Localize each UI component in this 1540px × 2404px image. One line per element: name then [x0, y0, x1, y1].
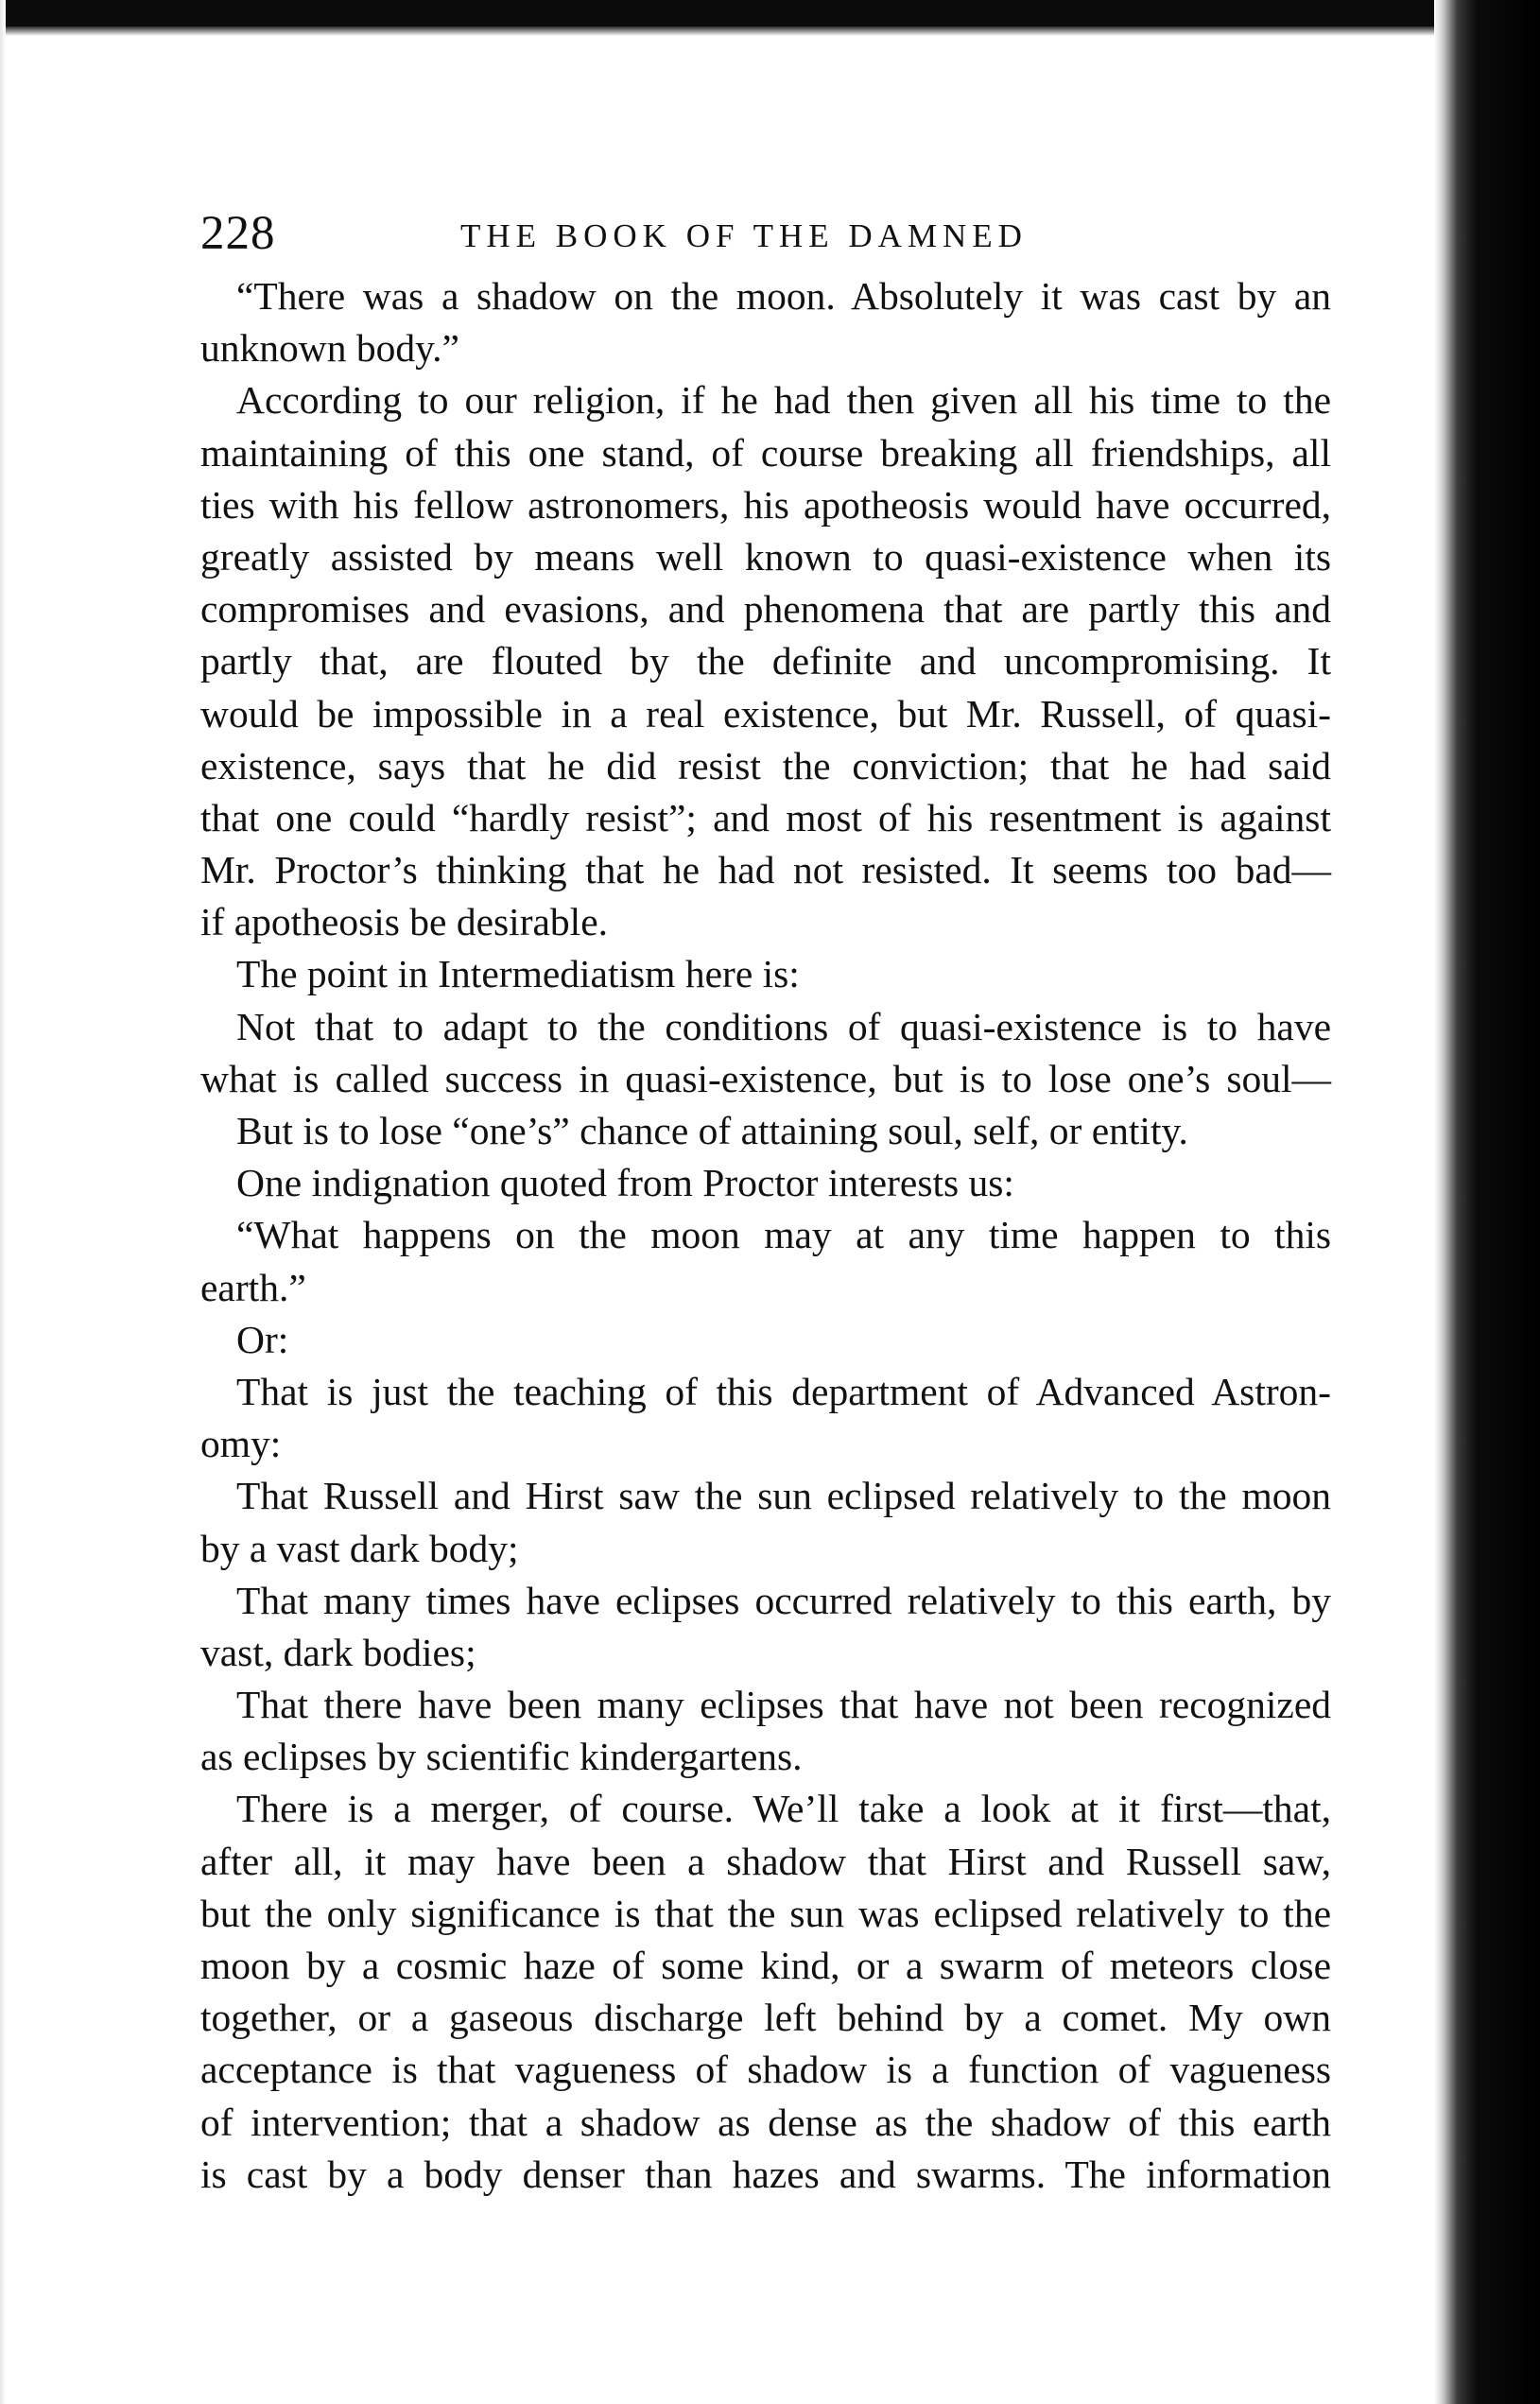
- text-line: But is to lose “one’s” chance of attaining soul, self, or entity.: [236, 1109, 1188, 1152]
- text-line: “There was a shadow on the moon. Absolutely it was cast by an: [236, 274, 1331, 318]
- text-line: maintaining of this one stand, of course breaking all friendships, all: [200, 430, 1331, 475]
- text-line: One indignation quoted from Proctor interests us:: [236, 1161, 1014, 1205]
- text-line: ties with his fellow astronomers, his apotheosis would have occurred,: [200, 482, 1331, 527]
- text-line: That is just the teaching of this department of Advanced Astron-: [236, 1369, 1331, 1413]
- text-line: after all, it may have been a shadow that Hirst and Russell saw,: [200, 1839, 1331, 1883]
- text-line: There is a merger, of course. We’ll take a look at it first—that,: [236, 1787, 1331, 1831]
- text-line: as eclipses by scientific kindergartens.: [200, 1735, 803, 1779]
- text-line: partly that, are flouted by the definite and uncompromising. It: [200, 639, 1331, 683]
- text-line: but the only significance is that the sun was eclipsed relatively to the: [200, 1891, 1331, 1935]
- text-line: acceptance is that vagueness of shadow is a function of vagueness: [200, 2048, 1331, 2092]
- text-line: compromises and evasions, and phenomena that are partly this and: [200, 587, 1331, 631]
- scan-right-edge-shadow: [1434, 0, 1540, 2404]
- text-line: greatly assisted by means well known to quasi-existence when its: [200, 534, 1331, 579]
- page-number: 228: [200, 207, 276, 260]
- text-line: According to our religion, if he had then given all his time to the: [236, 378, 1331, 423]
- text-line: That many times have eclipses occurred relatively to this earth, by: [236, 1578, 1331, 1622]
- text-line: The point in Intermediatism here is:: [236, 952, 800, 996]
- text-line: together, or a gaseous discharge left behind by a comet. My own: [200, 1996, 1331, 2040]
- page-header: [200, 200, 1331, 267]
- text-line: vast, dark bodies;: [200, 1630, 476, 1674]
- text-line: of intervention; that a shadow as dense as the shadow of this earth: [200, 2100, 1331, 2144]
- text-line: “What happens on the moon may at any time happen to this: [236, 1213, 1331, 1257]
- text-line: That there have been many eclipses that have not been recognized: [236, 1683, 1331, 1727]
- scan-top-shadow-fade: [0, 26, 1540, 36]
- text-line: unknown body.”: [200, 326, 459, 371]
- text-line: what is called success in quasi-existence, but is to lose one’s soul—: [200, 1056, 1331, 1100]
- text-line: moon by a cosmic haze of some kind, or a swarm of meteors close: [200, 1944, 1331, 1987]
- text-line: by a vast dark body;: [200, 1526, 519, 1570]
- text-line: Or:: [236, 1317, 289, 1361]
- text-line: existence, says that he did resist the conviction; that he had said: [200, 743, 1331, 787]
- text-line: would be impossible in a real existence, but Mr. Russell, of quasi-: [200, 691, 1331, 735]
- body-text: [200, 270, 1331, 2201]
- text-line: omy:: [200, 1422, 282, 1466]
- text-line: Not that to adapt to the conditions of quasi-existence is to have: [236, 1004, 1331, 1048]
- running-title: THE BOOK OF THE DAMNED: [460, 217, 1028, 254]
- scan-left-edge: [0, 0, 6, 2404]
- text-line: Mr. Proctor’s thinking that he had not resisted. It seems too bad—: [200, 848, 1331, 892]
- scan-top-shadow: [0, 0, 1540, 26]
- text-line: if apotheosis be desirable.: [200, 900, 609, 944]
- text-line: is cast by a body denser than hazes and swarms. The information: [200, 2152, 1331, 2196]
- text-line: That Russell and Hirst saw the sun eclipsed relatively to the moon: [236, 1474, 1331, 1518]
- text-line: earth.”: [200, 1265, 306, 1309]
- text-line: that one could “hardly resist”; and most of his resentment is against: [200, 795, 1331, 839]
